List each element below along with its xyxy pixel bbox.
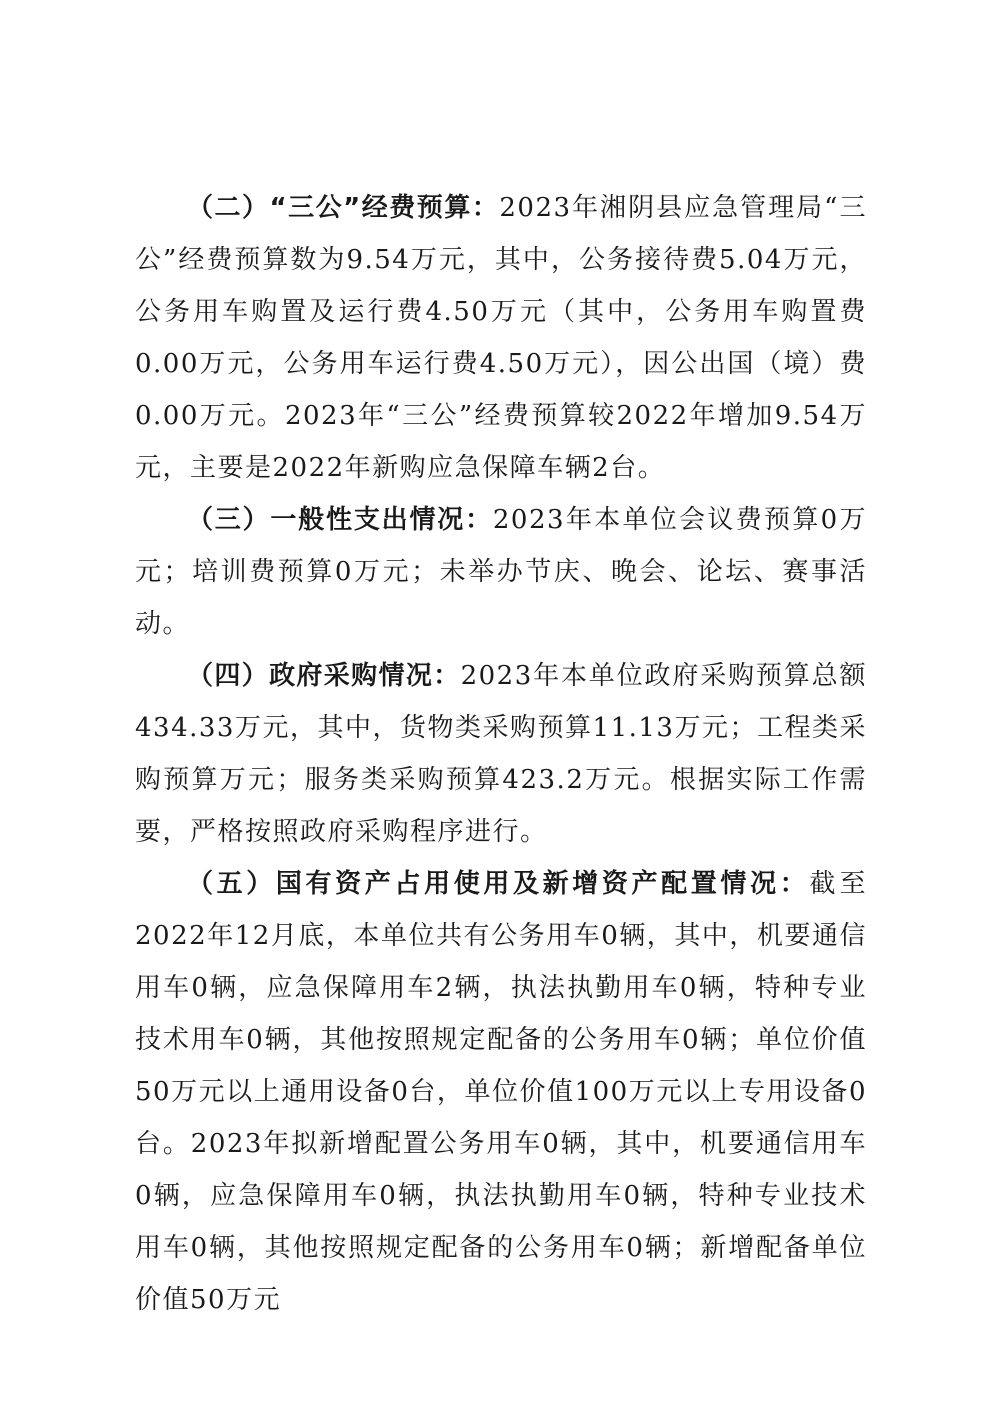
section-text: 2023年湘阴县应急管理局“三公”经费预算数为9.54万元，其中，公务接待费5.04万元，公务用车购置及运行费4.50万元（其中，公务用车购置费0.00万元，公务用车运行费4.50万元），因公出国（境）费0.00万元。2023年“三公”经费预算较2022年增加9.54万元，主要是2022年新购应急保障车辆2台。 xyxy=(135,193,867,483)
section-heading: （三）一般性支出情况： xyxy=(187,505,493,535)
section-state-assets xyxy=(135,858,867,1326)
section-text: 截至2022年12月底，本单位共有公务用车0辆，其中，机要通信用车0辆，应急保障用车2辆，执法执勤用车0辆，特种专业技术用车0辆，其他按照规定配备的公务用车0辆；单位价值50万元以上通用设备0台，单位价值100万元以上专用设备0台。2023年拟新增配置公务用车0辆，其中，机要通信用车0辆，应急保障用车0辆，执法执勤用车0辆，特种专业技术用车0辆，其他按照规定配备的公务用车0辆；新增配备单位价值50万元 xyxy=(135,869,867,1315)
section-three-public-expenses xyxy=(135,182,867,494)
section-heading: （四）政府采购情况： xyxy=(187,661,461,691)
section-text: 2023年本单位会议费预算0万元；培训费预算0万元；未举办节庆、晚会、论坛、赛事活动。 xyxy=(135,505,867,639)
section-heading: （二）“三公”经费预算： xyxy=(187,193,500,223)
document-body xyxy=(135,182,867,1326)
section-general-expenditure xyxy=(135,494,867,650)
section-government-procurement xyxy=(135,650,867,858)
section-text: 2023年本单位政府采购预算总额434.33万元，其中，货物类采购预算11.13万元；工程类采购预算万元；服务类采购预算423.2万元。根据实际工作需要，严格按照政府采购程序进行。 xyxy=(135,661,867,847)
section-heading: （五）国有资产占用使用及新增资产配置情况： xyxy=(187,869,810,899)
